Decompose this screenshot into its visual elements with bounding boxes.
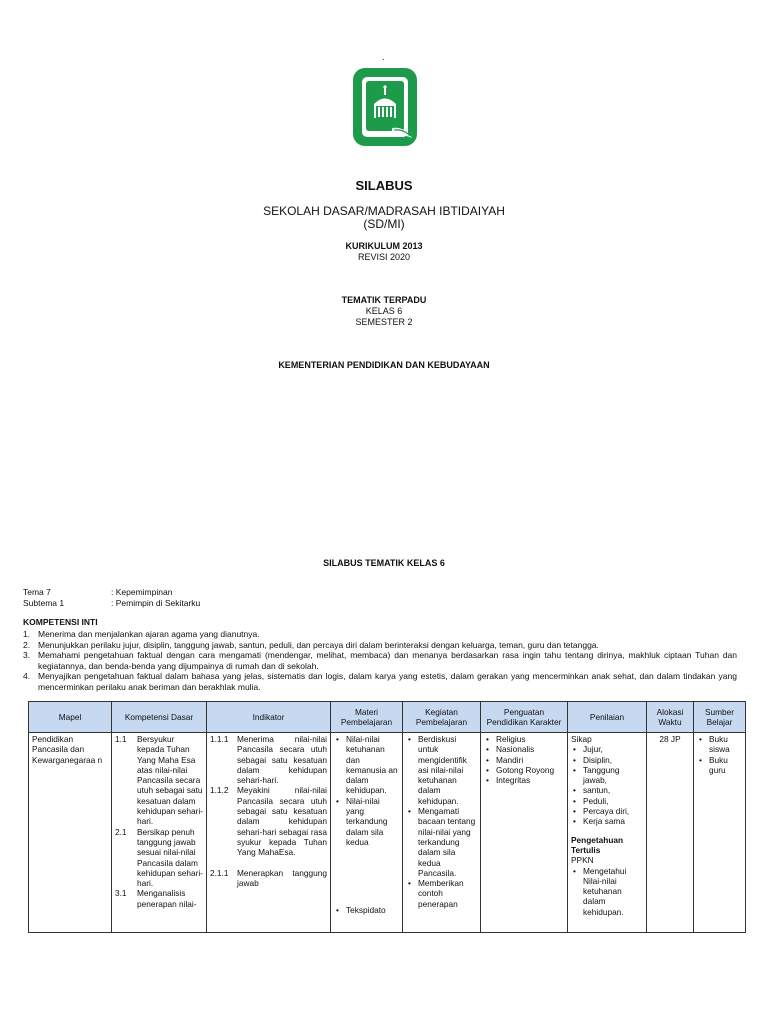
theme-block — [0, 295, 768, 328]
mosque-logo-icon — [352, 66, 418, 148]
col-penguatan: Penguatan Pendidikan Karakter — [481, 702, 568, 733]
sikap-label: Sikap — [571, 734, 592, 744]
materi-item: • Nilai-nilai ketuhanan dan kemanusia an dalam kehidupan. — [334, 734, 399, 796]
sumber-cell — [694, 733, 746, 933]
subtema-value: : Pemimpin di Sekitarku — [111, 598, 201, 608]
penguatan-item: • Mandiri — [484, 755, 564, 765]
sikap-item: • Jujur, — [571, 744, 643, 754]
ki-item: 4. Menyajikan pengetahuan faktual dalam bahasa yang jelas, sistematis dan logis, dalam karya yang estetis, dalam gerakan yang mencerminkan anak sehat, dan dalam tindakan yang mencerminkan perilaku anak beriman dan berakhlak mulia. — [23, 671, 737, 692]
sikap-item: • Disiplin, — [571, 755, 643, 765]
sumber-item: • Buku siswa — [697, 734, 742, 755]
indikator-item: 1.1.1 Menerima nilai-nilai Pancasila secara utuh sebagai satu kesatuan dalam kehidupan sehari-hari. — [210, 734, 327, 786]
col-mapel: Mapel — [29, 702, 112, 733]
sikap-item: • Peduli, — [571, 796, 643, 806]
col-alokasi: Alokasi Waktu — [647, 702, 694, 733]
alokasi-cell: 28 JP — [647, 733, 694, 933]
kegiatan-item: • Memberikan contoh penerapan — [406, 878, 477, 909]
school-type — [0, 205, 768, 231]
penguatan-item: • Integritas — [484, 775, 564, 785]
kd-cell — [112, 733, 207, 933]
curriculum: KURIKULUM 2013 — [345, 241, 423, 251]
school-type-line1: SEKOLAH DASAR/MADRASAH IBTIDAIYAH — [263, 204, 505, 218]
kd-item: 1.1 Bersyukur kepada Tuhan Yang Maha Esa atas nilai-nilai Pancasila secara utuh sebagai satu kesatuan dalam kehidupan sehari-hari. — [115, 734, 203, 827]
ppkn-list — [571, 866, 643, 917]
pengetahuan-label: Pengetahuan Tertulis — [571, 834, 624, 855]
col-sumber: Sumber Belajar — [694, 702, 746, 733]
ki-heading: KOMPETENSI INTI — [23, 617, 98, 627]
ki-item: 3. Memahami pengetahuan faktual dengan cara mengamati (mendengar, melihat, membaca) dan menanya berdasarkan rasa ingin tahu tentang dirinya, makhluk ciptaan Tuhan dan kegiatannya, dan benda-benda yang dijumpainya di rumah dan di sekolah. — [23, 650, 737, 671]
sikap-list — [571, 744, 643, 826]
sikap-item: • Percaya diri, — [571, 806, 643, 816]
syllabus-table — [28, 701, 746, 933]
ki-item: 2. Menunjukkan perilaku jujur, disiplin, tanggung jawab, santun, peduli, dan percaya diri dalam berinteraksi dengan keluarga, teman, guru dan tetangga. — [23, 639, 599, 650]
tema-row — [23, 587, 200, 598]
ki-list — [23, 629, 737, 693]
col-penilaian: Penilaian — [568, 702, 647, 733]
curriculum-block — [0, 241, 768, 263]
materi-cell — [331, 733, 403, 933]
page-dot: . — [382, 52, 385, 62]
col-indikator: Indikator — [207, 702, 331, 733]
col-kegiatan: Kegiatan Pembelajaran — [403, 702, 481, 733]
materi-item: • Tekspidato — [334, 905, 399, 915]
mapel-cell: Pendidikan Pancasila dan Kewarganegaraa n — [29, 733, 112, 933]
cover-title: SILABUS — [355, 178, 413, 193]
kegiatan-list — [406, 734, 477, 909]
silabus-heading: SILABUS TEMATIK KELAS 6 — [323, 558, 445, 568]
materi-list — [334, 734, 399, 847]
tema-value: : Kepemimpinan — [111, 587, 173, 597]
indikator-item: 2.1.1 Menerapkan tanggung jawab — [210, 867, 327, 888]
table-row — [29, 733, 746, 933]
revision: REVISI 2020 — [357, 252, 411, 262]
tematik-label: TEMATIK TERPADU — [341, 295, 427, 305]
theme-meta — [23, 587, 200, 609]
penguatan-list — [484, 734, 564, 785]
kd-item: 3.1 Menganalisis penerapan nilai- — [115, 888, 197, 909]
materi-list-2 — [334, 905, 399, 915]
ministry-name: KEMENTERIAN PENDIDIKAN DAN KEBUDAYAAN — [278, 360, 490, 370]
penguatan-item: • Nasionalis — [484, 744, 564, 754]
school-logo — [352, 66, 418, 148]
school-type-line2: (SD/MI) — [363, 217, 405, 231]
col-materi: Materi Pembelajaran — [331, 702, 403, 733]
ppkn-label: PPKN — [571, 855, 594, 866]
subtema-label: Subtema 1 — [23, 598, 65, 608]
penguatan-item: • Gotong Royong — [484, 765, 564, 775]
kegiatan-cell — [403, 733, 481, 933]
penguatan-cell — [481, 733, 568, 933]
col-kd: Kompetensi Dasar — [112, 702, 207, 733]
ppkn-item: • Mengetahui Nilai-nilai ketuhanan dalam kehidupan. — [571, 866, 643, 917]
kegiatan-item: • Mengamati bacaan tentang nilai-nilai yang terkandung dalam sila kedua Pancasila. — [406, 806, 477, 878]
kegiatan-item: • Berdiskusi untuk mengidentifik asi nilai-nilai ketuhanan dalam kehidupan. — [406, 734, 477, 806]
subtema-row — [23, 598, 200, 609]
table-header-row — [29, 702, 746, 733]
sumber-list — [697, 734, 742, 775]
penguatan-item: • Religius — [484, 734, 564, 744]
sumber-item: • Buku guru — [697, 755, 742, 776]
indikator-item: 1.1.2 Meyakini nilai-nilai Pancasila secara utuh sebagai satu kesatuan dalam kehidupan sehari-hari sebagai rasa syukur kepada Tuhan Yang MahaEsa. — [210, 785, 327, 858]
semester-label: SEMESTER 2 — [355, 317, 413, 327]
kd-item: 2.1 Bersikap penuh tanggung jawab sesuai nilai-nilai Pancasila dalam kehidupan sehari-hari. — [115, 826, 203, 889]
penilaian-cell — [568, 733, 647, 933]
class-label: KELAS 6 — [365, 306, 403, 316]
tema-label: Tema 7 — [23, 587, 51, 597]
sikap-item: • Kerja sama — [571, 816, 643, 826]
sikap-item: • Tanggung jawab, — [571, 765, 643, 786]
sikap-item: • santun, — [571, 785, 643, 795]
ki-item: 1. Menerima dan menjalankan ajaran agama yang dianutnya. — [23, 629, 260, 639]
materi-item: • Nilai-nilai yang terkandung dalam sila kedua — [334, 796, 399, 847]
indikator-cell — [207, 733, 331, 933]
